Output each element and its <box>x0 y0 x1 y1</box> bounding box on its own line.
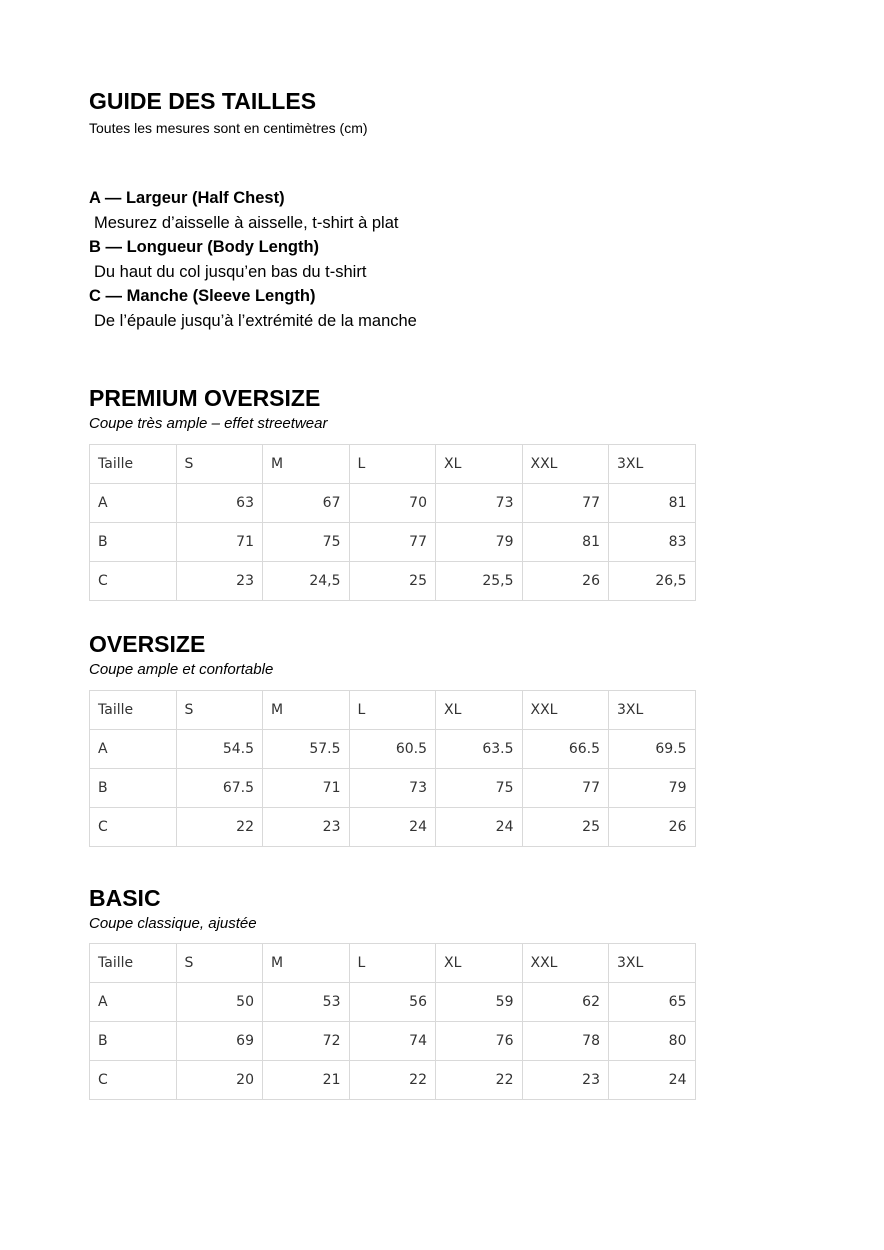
table-cell: 54.5 <box>176 730 263 769</box>
table-cell: 24,5 <box>263 562 350 601</box>
row-measure-label: A <box>90 983 177 1022</box>
table-cell: 69.5 <box>609 730 696 769</box>
table-cell: 78 <box>522 1022 609 1061</box>
table-cell: 67.5 <box>176 769 263 808</box>
section-subtitle: Coupe ample et confortable <box>89 661 274 678</box>
measure-c-description: De l’épaule jusqu’à l’extrémité de la manche <box>94 311 417 330</box>
table-cell: 23 <box>263 808 350 847</box>
table-header-row <box>90 445 696 484</box>
page-title: GUIDE DES TAILLES <box>89 88 317 114</box>
table-cell: 62 <box>522 983 609 1022</box>
column-header-size: L <box>349 445 436 484</box>
table-cell: 24 <box>349 808 436 847</box>
table-cell: 23 <box>522 1061 609 1100</box>
table-row <box>90 484 696 523</box>
section-premium-oversize <box>89 383 327 434</box>
column-header-size-label: Taille <box>90 691 177 730</box>
table-cell: 75 <box>263 523 350 562</box>
table-cell: 24 <box>609 1061 696 1100</box>
table-cell: 26 <box>522 562 609 601</box>
section-basic <box>89 883 257 934</box>
table-cell: 63 <box>176 484 263 523</box>
column-header-size-label: Taille <box>90 944 177 983</box>
table-cell: 75 <box>436 769 523 808</box>
section-subtitle: Coupe très ample – effet streetwear <box>89 415 328 432</box>
table-header-row <box>90 944 696 983</box>
table-cell: 21 <box>263 1061 350 1100</box>
table-cell: 79 <box>436 523 523 562</box>
row-measure-label: C <box>90 1061 177 1100</box>
table-cell: 24 <box>436 808 523 847</box>
table-cell: 26,5 <box>609 562 696 601</box>
table-cell: 79 <box>609 769 696 808</box>
section-title: PREMIUM OVERSIZE <box>89 385 321 411</box>
table-cell: 25 <box>349 562 436 601</box>
table-cell: 77 <box>522 484 609 523</box>
row-measure-label: C <box>90 808 177 847</box>
table-cell: 65 <box>609 983 696 1022</box>
table-cell: 71 <box>263 769 350 808</box>
table-cell: 70 <box>349 484 436 523</box>
table-cell: 23 <box>176 562 263 601</box>
size-table-basic <box>89 943 696 1100</box>
table-cell: 77 <box>522 769 609 808</box>
table-row <box>90 523 696 562</box>
table-cell: 76 <box>436 1022 523 1061</box>
table-cell: 83 <box>609 523 696 562</box>
column-header-size: M <box>263 445 350 484</box>
table-cell: 69 <box>176 1022 263 1061</box>
row-measure-label: A <box>90 484 177 523</box>
section-oversize <box>89 629 273 680</box>
row-measure-label: C <box>90 562 177 601</box>
measure-a-description: Mesurez d’aisselle à aisselle, t-shirt à plat <box>94 213 399 232</box>
table-cell: 20 <box>176 1061 263 1100</box>
section-title: BASIC <box>89 885 161 911</box>
table-cell: 80 <box>609 1022 696 1061</box>
measures-legend <box>89 186 417 333</box>
table-row <box>90 769 696 808</box>
table-cell: 22 <box>436 1061 523 1100</box>
row-measure-label: B <box>90 1022 177 1061</box>
measure-b-description: Du haut du col jusqu’en bas du t-shirt <box>94 262 367 281</box>
column-header-size: L <box>349 691 436 730</box>
table-cell: 66.5 <box>522 730 609 769</box>
page-subtitle: Toutes les mesures sont en centimètres (cm) <box>89 120 368 136</box>
section-title: OVERSIZE <box>89 631 206 657</box>
table-cell: 22 <box>176 808 263 847</box>
size-table-premium-oversize <box>89 444 696 601</box>
table-cell: 67 <box>263 484 350 523</box>
column-header-size: XL <box>436 691 523 730</box>
table-cell: 74 <box>349 1022 436 1061</box>
column-header-size: XXL <box>522 445 609 484</box>
column-header-size-label: Taille <box>90 445 177 484</box>
measure-b-title: B — Longueur (Body Length) <box>89 238 320 256</box>
table-cell: 26 <box>609 808 696 847</box>
table-row <box>90 808 696 847</box>
table-row <box>90 983 696 1022</box>
table-cell: 57.5 <box>263 730 350 769</box>
table-cell: 73 <box>349 769 436 808</box>
table-cell: 22 <box>349 1061 436 1100</box>
measure-c-title: C — Manche (Sleeve Length) <box>89 287 316 305</box>
column-header-size: S <box>176 944 263 983</box>
table-cell: 73 <box>436 484 523 523</box>
column-header-size: 3XL <box>609 944 696 983</box>
column-header-size: L <box>349 944 436 983</box>
section-subtitle: Coupe classique, ajustée <box>89 915 257 932</box>
row-measure-label: A <box>90 730 177 769</box>
table-cell: 53 <box>263 983 350 1022</box>
table-row <box>90 1061 696 1100</box>
table-cell: 72 <box>263 1022 350 1061</box>
table-cell: 25 <box>522 808 609 847</box>
column-header-size: 3XL <box>609 691 696 730</box>
measure-a-title: A — Largeur (Half Chest) <box>89 189 285 207</box>
table-cell: 56 <box>349 983 436 1022</box>
table-cell: 71 <box>176 523 263 562</box>
row-measure-label: B <box>90 523 177 562</box>
table-cell: 63.5 <box>436 730 523 769</box>
table-row <box>90 562 696 601</box>
column-header-size: 3XL <box>609 445 696 484</box>
table-cell: 59 <box>436 983 523 1022</box>
table-cell: 81 <box>609 484 696 523</box>
column-header-size: XXL <box>522 691 609 730</box>
table-cell: 25,5 <box>436 562 523 601</box>
table-cell: 81 <box>522 523 609 562</box>
table-row <box>90 730 696 769</box>
column-header-size: S <box>176 445 263 484</box>
table-cell: 50 <box>176 983 263 1022</box>
table-cell: 60.5 <box>349 730 436 769</box>
column-header-size: S <box>176 691 263 730</box>
column-header-size: XL <box>436 944 523 983</box>
row-measure-label: B <box>90 769 177 808</box>
column-header-size: M <box>263 944 350 983</box>
size-table-oversize <box>89 690 696 847</box>
column-header-size: XL <box>436 445 523 484</box>
table-header-row <box>90 691 696 730</box>
table-row <box>90 1022 696 1061</box>
column-header-size: XXL <box>522 944 609 983</box>
table-cell: 77 <box>349 523 436 562</box>
column-header-size: M <box>263 691 350 730</box>
